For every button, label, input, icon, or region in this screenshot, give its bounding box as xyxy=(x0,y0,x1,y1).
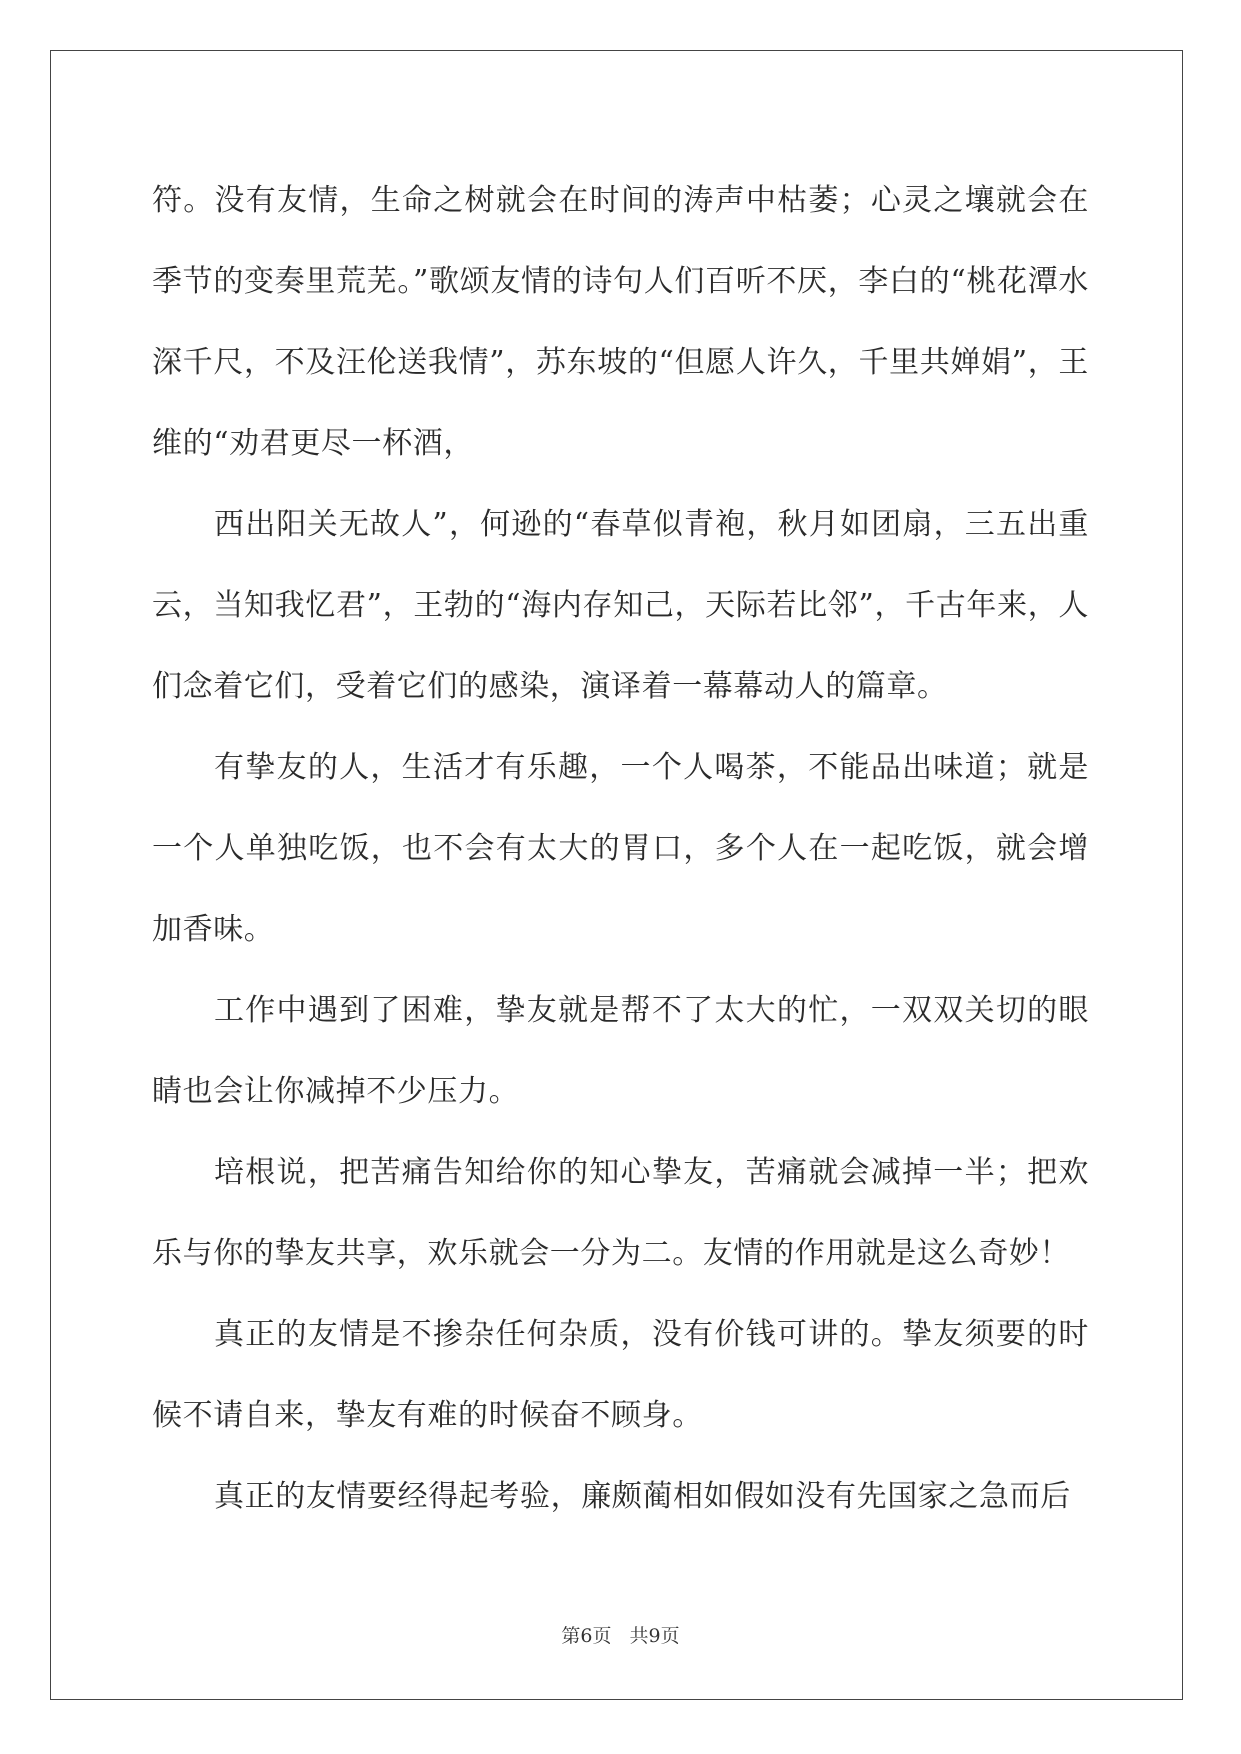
paragraph-4: 工作中遇到了困难，挚友就是帮不了太大的忙，一双双关切的眼睛也会让你减掉不少压力。 xyxy=(152,993,1089,1109)
paragraph-5: 培根说，把苦痛告知给你的知心挚友，苦痛就会减掉一半；把欢乐与你的挚友共享，欢乐就会一分为二。友情的作用就是这么奇妙！ xyxy=(152,1155,1089,1271)
page-total: 共9页 xyxy=(629,1625,680,1647)
page-number: 第6页 xyxy=(561,1625,612,1647)
paragraph-6: 真正的友情是不掺杂任何杂质，没有价钱可讲的。挚友须要的时候不请自来，挚友有难的时候奋不顾身。 xyxy=(152,1317,1089,1433)
paragraph-1: 符。没有友情，生命之树就会在时间的涛声中枯萎；心灵之壤就会在季节的变奏里荒芜。”歌颂友情的诗句人们百听不厌，李白的“桃花潭水深千尺，不及汪伦送我情”，苏东坡的“但愿人许久，千里共婵娟”，王维的“劝君更尽一杯酒， xyxy=(152,183,1089,461)
paragraph-2: 西出阳关无故人”，何逊的“春草似青袍，秋月如团扇，三五出重云，当知我忆君”，王勃的“海内存知己，天际若比邻”，千古年来，人们念着它们，受着它们的感染，演译着一幕幕动人的篇章。 xyxy=(152,507,1089,704)
paragraph-7: 真正的友情要经得起考验，廉颇蔺相如假如没有先国家之急而后 xyxy=(214,1479,1071,1514)
paragraph-3: 有挚友的人，生活才有乐趣，一个人喝茶，不能品出味道；就是一个人单独吃饭，也不会有太大的胃口，多个人在一起吃饭，就会增加香味。 xyxy=(152,750,1089,947)
page-footer xyxy=(0,1621,1241,1648)
document-body xyxy=(152,160,1089,1537)
